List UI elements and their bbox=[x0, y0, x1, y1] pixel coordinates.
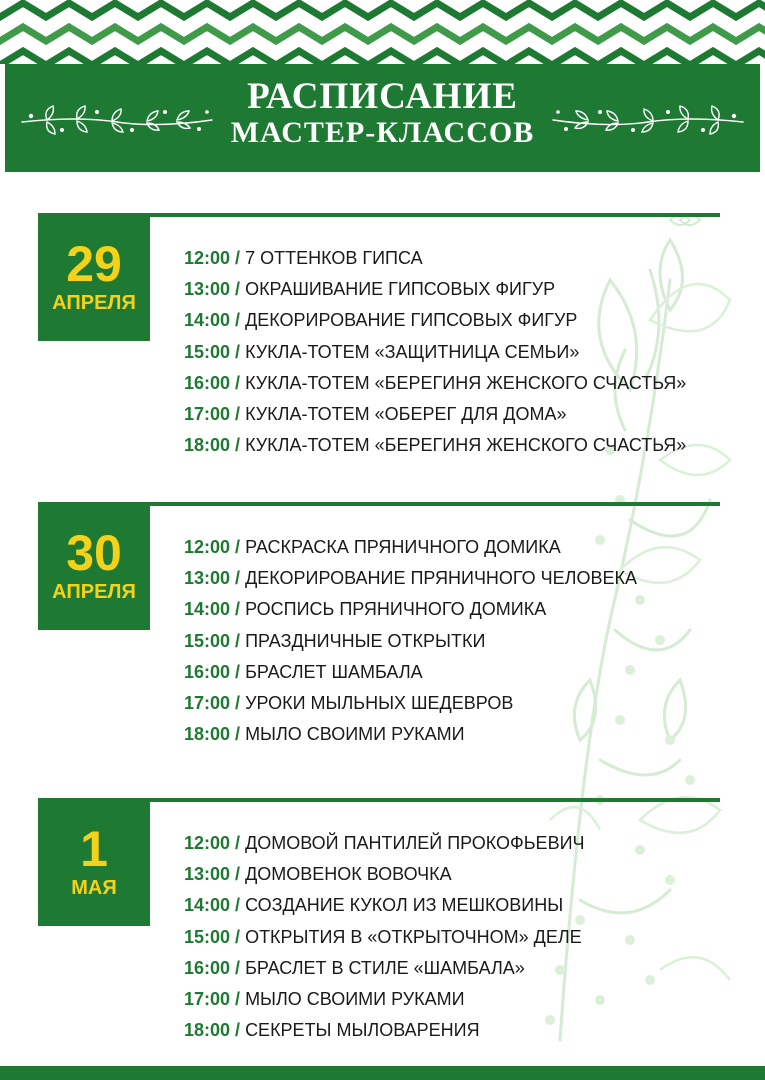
schedule-item: 13:00 / ДЕКОРИРОВАНИЕ ПРЯНИЧНОГО ЧЕЛОВЕКА bbox=[184, 568, 637, 589]
item-title: РАСКРАСКА ПРЯНИЧНОГО ДОМИКА bbox=[245, 537, 561, 557]
schedule-item: 12:00 / ДОМОВОЙ ПАНТИЛЕЙ ПРОКОФЬЕВИЧ bbox=[184, 833, 585, 853]
schedule-item: 12:00 / 7 ОТТЕНКОВ ГИПСА bbox=[184, 248, 423, 268]
schedule-item: 16:00 / КУКЛА-ТОТЕМ «БЕРЕГИНЯ ЖЕНСКОГО СЧАСТЬЯ» bbox=[184, 372, 687, 393]
item-title: ДЕКОРИРОВАНИЕ ГИПСОВЫХ ФИГУР bbox=[245, 310, 578, 331]
date-badge bbox=[38, 506, 150, 630]
item-title: ДОМОВОЙ ПАНТИЛЕЙ ПРОКОФЬЕВИЧ bbox=[245, 833, 585, 853]
item-time: 17:00 bbox=[184, 988, 231, 1009]
item-time: 12:00 bbox=[184, 248, 231, 268]
item-time: 18:00 bbox=[184, 1020, 231, 1041]
schedule-item: 15:00 / ПРАЗДНИЧНЫЕ ОТКРЫТКИ bbox=[184, 630, 486, 651]
item-title: КУКЛА-ТОТЕМ «ЗАЩИТНИЦА СЕМЬИ» bbox=[245, 341, 580, 362]
date-day: 1 bbox=[80, 821, 108, 877]
date-day: 29 bbox=[66, 236, 122, 292]
schedule-item: 15:00 / КУКЛА-ТОТЕМ «ЗАЩИТНИЦА СЕМЬИ» bbox=[184, 341, 580, 362]
schedule-item: 13:00 / ОКРАШИВАНИЕ ГИПСОВЫХ ФИГУР bbox=[184, 279, 556, 300]
title-line-2: МАСТЕР-КЛАССОВ bbox=[230, 115, 535, 149]
item-time: 14:00 bbox=[184, 599, 231, 620]
chevron-pattern bbox=[0, 0, 765, 64]
item-title: ПРАЗДНИЧНЫЕ ОТКРЫТКИ bbox=[245, 630, 486, 651]
item-title: МЫЛО СВОИМИ РУКАМИ bbox=[245, 988, 465, 1009]
item-title: КУКЛА-ТОТЕМ «БЕРЕГИНЯ ЖЕНСКОГО СЧАСТЬЯ» bbox=[245, 435, 687, 456]
item-title: УРОКИ МЫЛЬНЫХ ШЕДЕВРОВ bbox=[245, 692, 514, 713]
header-banner bbox=[5, 64, 760, 172]
item-title: ОКРАШИВАНИЕ ГИПСОВЫХ ФИГУР bbox=[245, 279, 556, 300]
title-line-1: РАСПИСАНИЕ bbox=[247, 76, 518, 117]
schedule-item: 17:00 / УРОКИ МЫЛЬНЫХ ШЕДЕВРОВ bbox=[184, 692, 514, 713]
schedule-item: 14:00 / СОЗДАНИЕ КУКОЛ ИЗ МЕШКОВИНЫ bbox=[184, 895, 564, 916]
schedule-item: 18:00 / МЫЛО СВОИМИ РУКАМИ bbox=[184, 724, 465, 745]
item-title: СЕКРЕТЫ МЫЛОВАРЕНИЯ bbox=[245, 1020, 480, 1041]
date-month: АПРЕЛЯ bbox=[52, 292, 136, 314]
date-day: 30 bbox=[66, 525, 122, 581]
schedule-item: 17:00 / МЫЛО СВОИМИ РУКАМИ bbox=[184, 988, 465, 1009]
item-time: 18:00 bbox=[184, 435, 231, 456]
item-time: 13:00 bbox=[184, 279, 231, 300]
item-title: РОСПИСЬ ПРЯНИЧНОГО ДОМИКА bbox=[245, 599, 547, 620]
schedule-item: 14:00 / РОСПИСЬ ПРЯНИЧНОГО ДОМИКА bbox=[184, 599, 547, 620]
item-time: 16:00 bbox=[184, 957, 231, 978]
bottom-bar bbox=[0, 1066, 765, 1080]
item-title: КУКЛА-ТОТЕМ «ОБЕРЕГ ДЛЯ ДОМА» bbox=[245, 403, 567, 424]
schedule-list bbox=[184, 828, 585, 1046]
item-title: СОЗДАНИЕ КУКОЛ ИЗ МЕШКОВИНЫ bbox=[245, 895, 564, 916]
item-time: 14:00 bbox=[184, 895, 231, 916]
item-time: 13:00 bbox=[184, 864, 231, 885]
item-time: 16:00 bbox=[184, 372, 231, 393]
item-title: 7 ОТТЕНКОВ ГИПСА bbox=[245, 248, 423, 268]
item-time: 12:00 bbox=[184, 537, 231, 557]
date-badge bbox=[38, 217, 150, 341]
date-month: АПРЕЛЯ bbox=[52, 581, 136, 603]
date-badge bbox=[38, 802, 150, 926]
schedule-list bbox=[184, 243, 686, 461]
schedule-item: 15:00 / ОТКРЫТИЯ В «ОТКРЫТОЧНОМ» ДЕЛЕ bbox=[184, 926, 582, 947]
item-title: КУКЛА-ТОТЕМ «БЕРЕГИНЯ ЖЕНСКОГО СЧАСТЬЯ» bbox=[245, 372, 687, 393]
item-time: 15:00 bbox=[184, 926, 231, 947]
schedule-item: 16:00 / БРАСЛЕТ ШАМБАЛА bbox=[184, 661, 423, 682]
schedule-item: 18:00 / СЕКРЕТЫ МЫЛОВАРЕНИЯ bbox=[184, 1020, 480, 1041]
floral-sprig-icon bbox=[548, 102, 748, 138]
item-time: 18:00 bbox=[184, 724, 231, 745]
date-month: МАЯ bbox=[71, 877, 117, 899]
item-time: 12:00 bbox=[184, 833, 231, 853]
item-time: 16:00 bbox=[184, 661, 231, 682]
schedule-item: 18:00 / КУКЛА-ТОТЕМ «БЕРЕГИНЯ ЖЕНСКОГО СЧАСТЬЯ» bbox=[184, 435, 687, 456]
item-time: 17:00 bbox=[184, 692, 231, 713]
item-time: 15:00 bbox=[184, 630, 231, 651]
item-time: 15:00 bbox=[184, 341, 231, 362]
schedule-item: 17:00 / КУКЛА-ТОТЕМ «ОБЕРЕГ ДЛЯ ДОМА» bbox=[184, 403, 567, 424]
schedule-item: 12:00 / РАСКРАСКА ПРЯНИЧНОГО ДОМИКА bbox=[184, 537, 561, 557]
schedule-item: 16:00 / БРАСЛЕТ В СТИЛЕ «ШАМБАЛА» bbox=[184, 957, 525, 978]
item-title: БРАСЛЕТ ШАМБАЛА bbox=[245, 661, 423, 682]
item-time: 17:00 bbox=[184, 403, 231, 424]
schedule-item: 14:00 / ДЕКОРИРОВАНИЕ ГИПСОВЫХ ФИГУР bbox=[184, 310, 578, 331]
item-title: МЫЛО СВОИМИ РУКАМИ bbox=[245, 724, 465, 745]
item-time: 14:00 bbox=[184, 310, 231, 331]
item-title: ДЕКОРИРОВАНИЕ ПРЯНИЧНОГО ЧЕЛОВЕКА bbox=[245, 568, 637, 589]
schedule-item: 13:00 / ДОМОВЕНОК ВОВОЧКА bbox=[184, 864, 452, 885]
item-time: 13:00 bbox=[184, 568, 231, 589]
schedule-list bbox=[184, 532, 637, 750]
item-title: ОТКРЫТИЯ В «ОТКРЫТОЧНОМ» ДЕЛЕ bbox=[245, 926, 582, 947]
item-title: БРАСЛЕТ В СТИЛЕ «ШАМБАЛА» bbox=[245, 957, 525, 978]
item-title: ДОМОВЕНОК ВОВОЧКА bbox=[245, 864, 452, 885]
